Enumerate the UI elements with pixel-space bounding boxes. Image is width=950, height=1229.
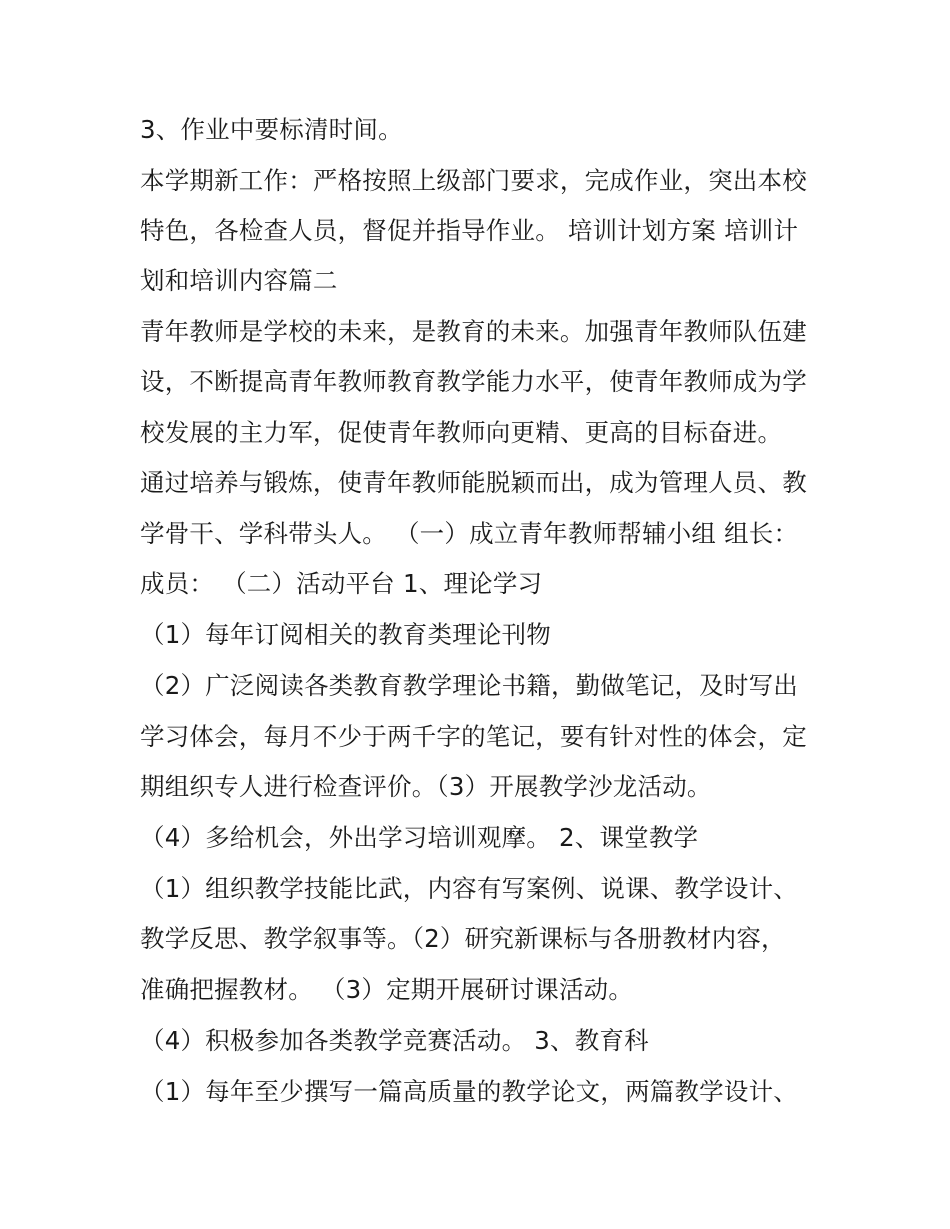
text-line: 学骨干、学科带头人。 （一）成立青年教师帮辅小组 组长： [140, 519, 799, 548]
text-line: 3、作业中要标清时间。 [140, 115, 403, 144]
text-line: 学习体会，每月不少于两千字的笔记，要有针对性的体会，定 [140, 722, 807, 751]
text-line: 设，不断提高青年教师教育教学能力水平，使青年教师成为学 [140, 367, 807, 396]
text-line: 教学反思、教学叙事等。（2）研究新课标与各册教材内容， [140, 924, 786, 953]
text-line: 青年教师是学校的未来，是教育的未来。加强青年教师队伍建 [140, 317, 807, 346]
text-line: 特色，各检查人员，督促并指导作业。 培训计划方案 培训计 [140, 216, 799, 245]
text-line: （1）每年订阅相关的教育类理论刊物 [140, 620, 551, 649]
text-line: 成员： （二）活动平台 1、理论学习 [140, 569, 543, 598]
text-line: 准确把握教材。 （3）定期开展研讨课活动。 [140, 975, 634, 1004]
text-line: 划和培训内容篇二 [140, 266, 338, 295]
text-line: 通过培养与锻炼，使青年教师能脱颖而出，成为管理人员、教 [140, 468, 807, 497]
text-line: （1）每年至少撰写一篇高质量的教学论文，两篇教学设计、 [140, 1077, 798, 1106]
text-line: （2）广泛阅读各类教育教学理论书籍，勤做笔记，及时写出 [140, 671, 798, 700]
text-line: 本学期新工作：严格按照上级部门要求，完成作业，突出本校 [140, 166, 807, 195]
text-line: 校发展的主力军，促使青年教师向更精、更高的目标奋进。 [140, 418, 783, 447]
text-line: （4）积极参加各类教学竞赛活动。 3、教育科 [140, 1026, 649, 1055]
text-line: 期组织专人进行检查评价。（3）开展教学沙龙活动。 [140, 772, 712, 801]
text-line: （4）多给机会，外出学习培训观摩。 2、课堂教学 [140, 823, 699, 852]
text-line: （1）组织教学技能比武，内容有写案例、说课、教学设计、 [140, 874, 798, 903]
